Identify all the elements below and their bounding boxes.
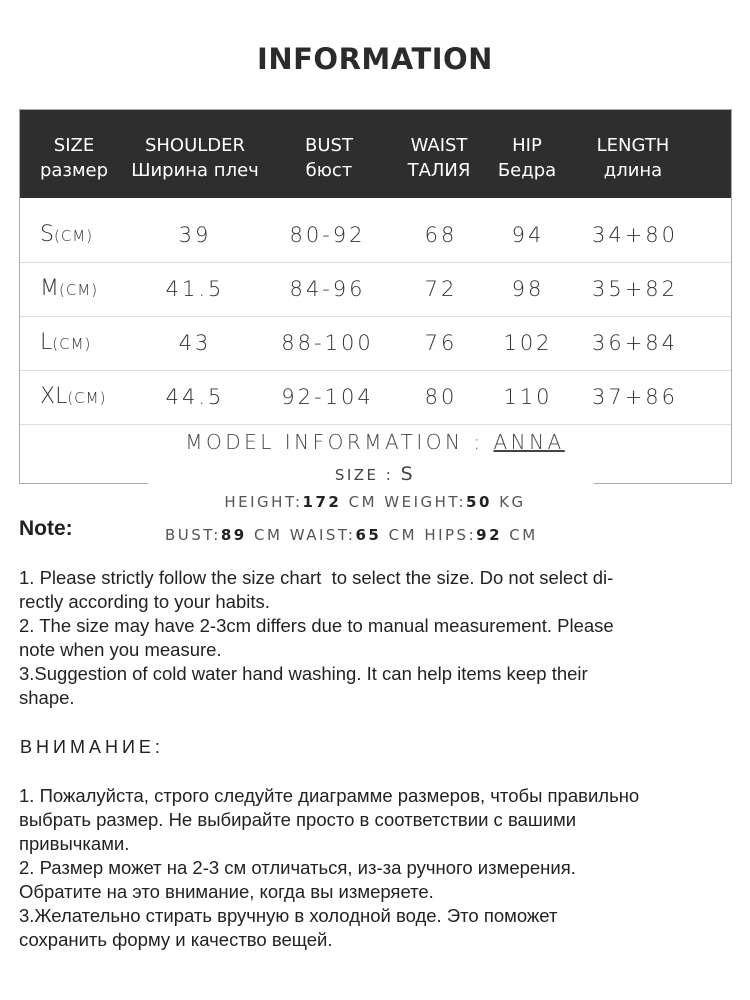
waist-cell: 80	[424, 385, 458, 409]
size-cell	[40, 208, 130, 262]
note-line: 3.Suggestion of cold water hand washing. It can help items keep their	[19, 663, 588, 684]
attention-text	[19, 784, 731, 952]
attention-line: Обратите на это внимание, когда вы измеряете.	[19, 881, 434, 902]
note-line: shape.	[19, 687, 75, 708]
header-waist-ru: ТАЛИЯ	[407, 160, 471, 181]
table-row	[20, 370, 731, 425]
model-size-label: SIZE :	[334, 466, 401, 484]
header-waist-en: WAIST	[410, 135, 468, 156]
header-length-en: LENGTH	[596, 135, 670, 156]
page-title: INFORMATION	[257, 42, 493, 76]
bust-value: 89	[220, 526, 247, 544]
length-cell: 35+82	[591, 277, 679, 301]
size-name: S	[40, 222, 54, 247]
size-name: M	[40, 276, 59, 301]
waist-unit: CM	[381, 526, 425, 544]
table-row	[20, 316, 731, 371]
header-size-en: SIZE	[53, 135, 95, 156]
height-label: HEIGHT:	[224, 493, 303, 511]
length-cell: 34+80	[591, 223, 679, 247]
bust-unit: CM	[246, 526, 290, 544]
header-shoulder-ru: Ширина плеч	[131, 160, 259, 181]
waist-cell: 76	[424, 331, 458, 355]
hips-label: HIPS:	[424, 526, 477, 544]
model-size-value: S	[400, 463, 416, 485]
attention-line: 3.Желательно стирать вручную в холодной воде. Это поможет	[19, 905, 558, 926]
shoulder-cell: 43	[178, 331, 212, 355]
hips-unit: CM	[502, 526, 538, 544]
length-cell: 36+84	[591, 331, 679, 355]
header-hip-ru: Бедра	[497, 160, 557, 181]
size-unit: (CM)	[58, 281, 99, 299]
header-bust-ru: бюст	[305, 160, 353, 181]
header-length-ru: длина	[603, 160, 663, 181]
model-size	[0, 463, 750, 485]
note-line: rectly according to your habits.	[19, 591, 270, 612]
hip-cell: 98	[511, 277, 545, 301]
header-shoulder	[130, 133, 260, 183]
size-unit: (CM)	[52, 335, 92, 353]
size-cell	[40, 370, 130, 424]
shoulder-cell: 39	[178, 223, 212, 247]
table-header	[20, 110, 731, 198]
header-hip-en: HIP	[512, 135, 542, 156]
hip-cell: 110	[503, 385, 553, 409]
header-size-ru: размер	[39, 160, 109, 181]
attention-line: 2. Размер может на 2-3 см отличаться, из-за ручного измерения.	[19, 857, 576, 878]
size-chart-table	[19, 109, 732, 484]
attention-line: привычками.	[19, 833, 130, 854]
header-shoulder-en: SHOULDER	[144, 135, 246, 156]
attention-line: выбрать размер. Не выбирайте просто в соответствии с вашими	[19, 809, 577, 830]
attention-line: сохранить форму и качество вещей.	[19, 929, 333, 950]
size-cell	[40, 316, 130, 370]
bust-label: BUST:	[165, 526, 221, 544]
note-line: 2. The size may have 2-3cm differs due to manual measurement. Please	[19, 615, 614, 636]
header-length	[577, 133, 689, 183]
size-unit: (CM)	[53, 227, 94, 245]
height-value: 172	[302, 493, 342, 511]
table-row	[20, 262, 731, 317]
length-cell: 37+86	[591, 385, 679, 409]
hips-value: 92	[476, 526, 503, 544]
bust-cell: 88-100	[281, 331, 374, 355]
model-measurements	[165, 526, 595, 544]
waist-cell: 68	[424, 223, 458, 247]
header-hip	[487, 133, 567, 183]
weight-value: 50	[466, 493, 492, 511]
weight-unit: KG	[491, 493, 526, 511]
hip-cell: 94	[511, 223, 545, 247]
header-bust-en: BUST	[305, 135, 353, 156]
header-waist	[393, 133, 485, 183]
bust-cell: 84-96	[289, 277, 366, 301]
model-name: ANNA	[493, 430, 565, 454]
size-cell	[40, 262, 130, 316]
waist-cell: 72	[424, 277, 458, 301]
model-info-prefix: MODEL INFORMATION :	[185, 430, 494, 454]
shoulder-cell: 41.5	[165, 277, 225, 301]
height-unit: CM	[341, 493, 385, 511]
waist-value: 65	[355, 526, 382, 544]
bust-cell: 80-92	[289, 223, 366, 247]
shoulder-cell: 44.5	[165, 385, 225, 409]
note-text	[19, 566, 731, 710]
attention-label: ВНИМАНИЕ:	[20, 737, 164, 757]
attention-line: 1. Пожалуйста, строго следуйте диаграмме размеров, чтобы правильно	[19, 785, 640, 806]
weight-label: WEIGHT:	[384, 493, 467, 511]
model-height-weight	[0, 493, 750, 511]
header-bust	[268, 133, 390, 183]
hip-cell: 102	[503, 331, 553, 355]
waist-label: WAIST:	[289, 526, 356, 544]
model-info-title	[0, 430, 750, 454]
table-row	[20, 208, 731, 263]
note-label: Note:	[19, 517, 73, 540]
size-unit: (CM)	[67, 389, 107, 407]
size-name: L	[40, 330, 53, 355]
header-size	[20, 133, 128, 183]
size-name: XL	[40, 384, 68, 409]
note-line: note when you measure.	[19, 639, 222, 660]
note-line: 1. Please strictly follow the size chart to select the size. Do not select di-	[19, 567, 614, 588]
bust-cell: 92-104	[281, 385, 374, 409]
